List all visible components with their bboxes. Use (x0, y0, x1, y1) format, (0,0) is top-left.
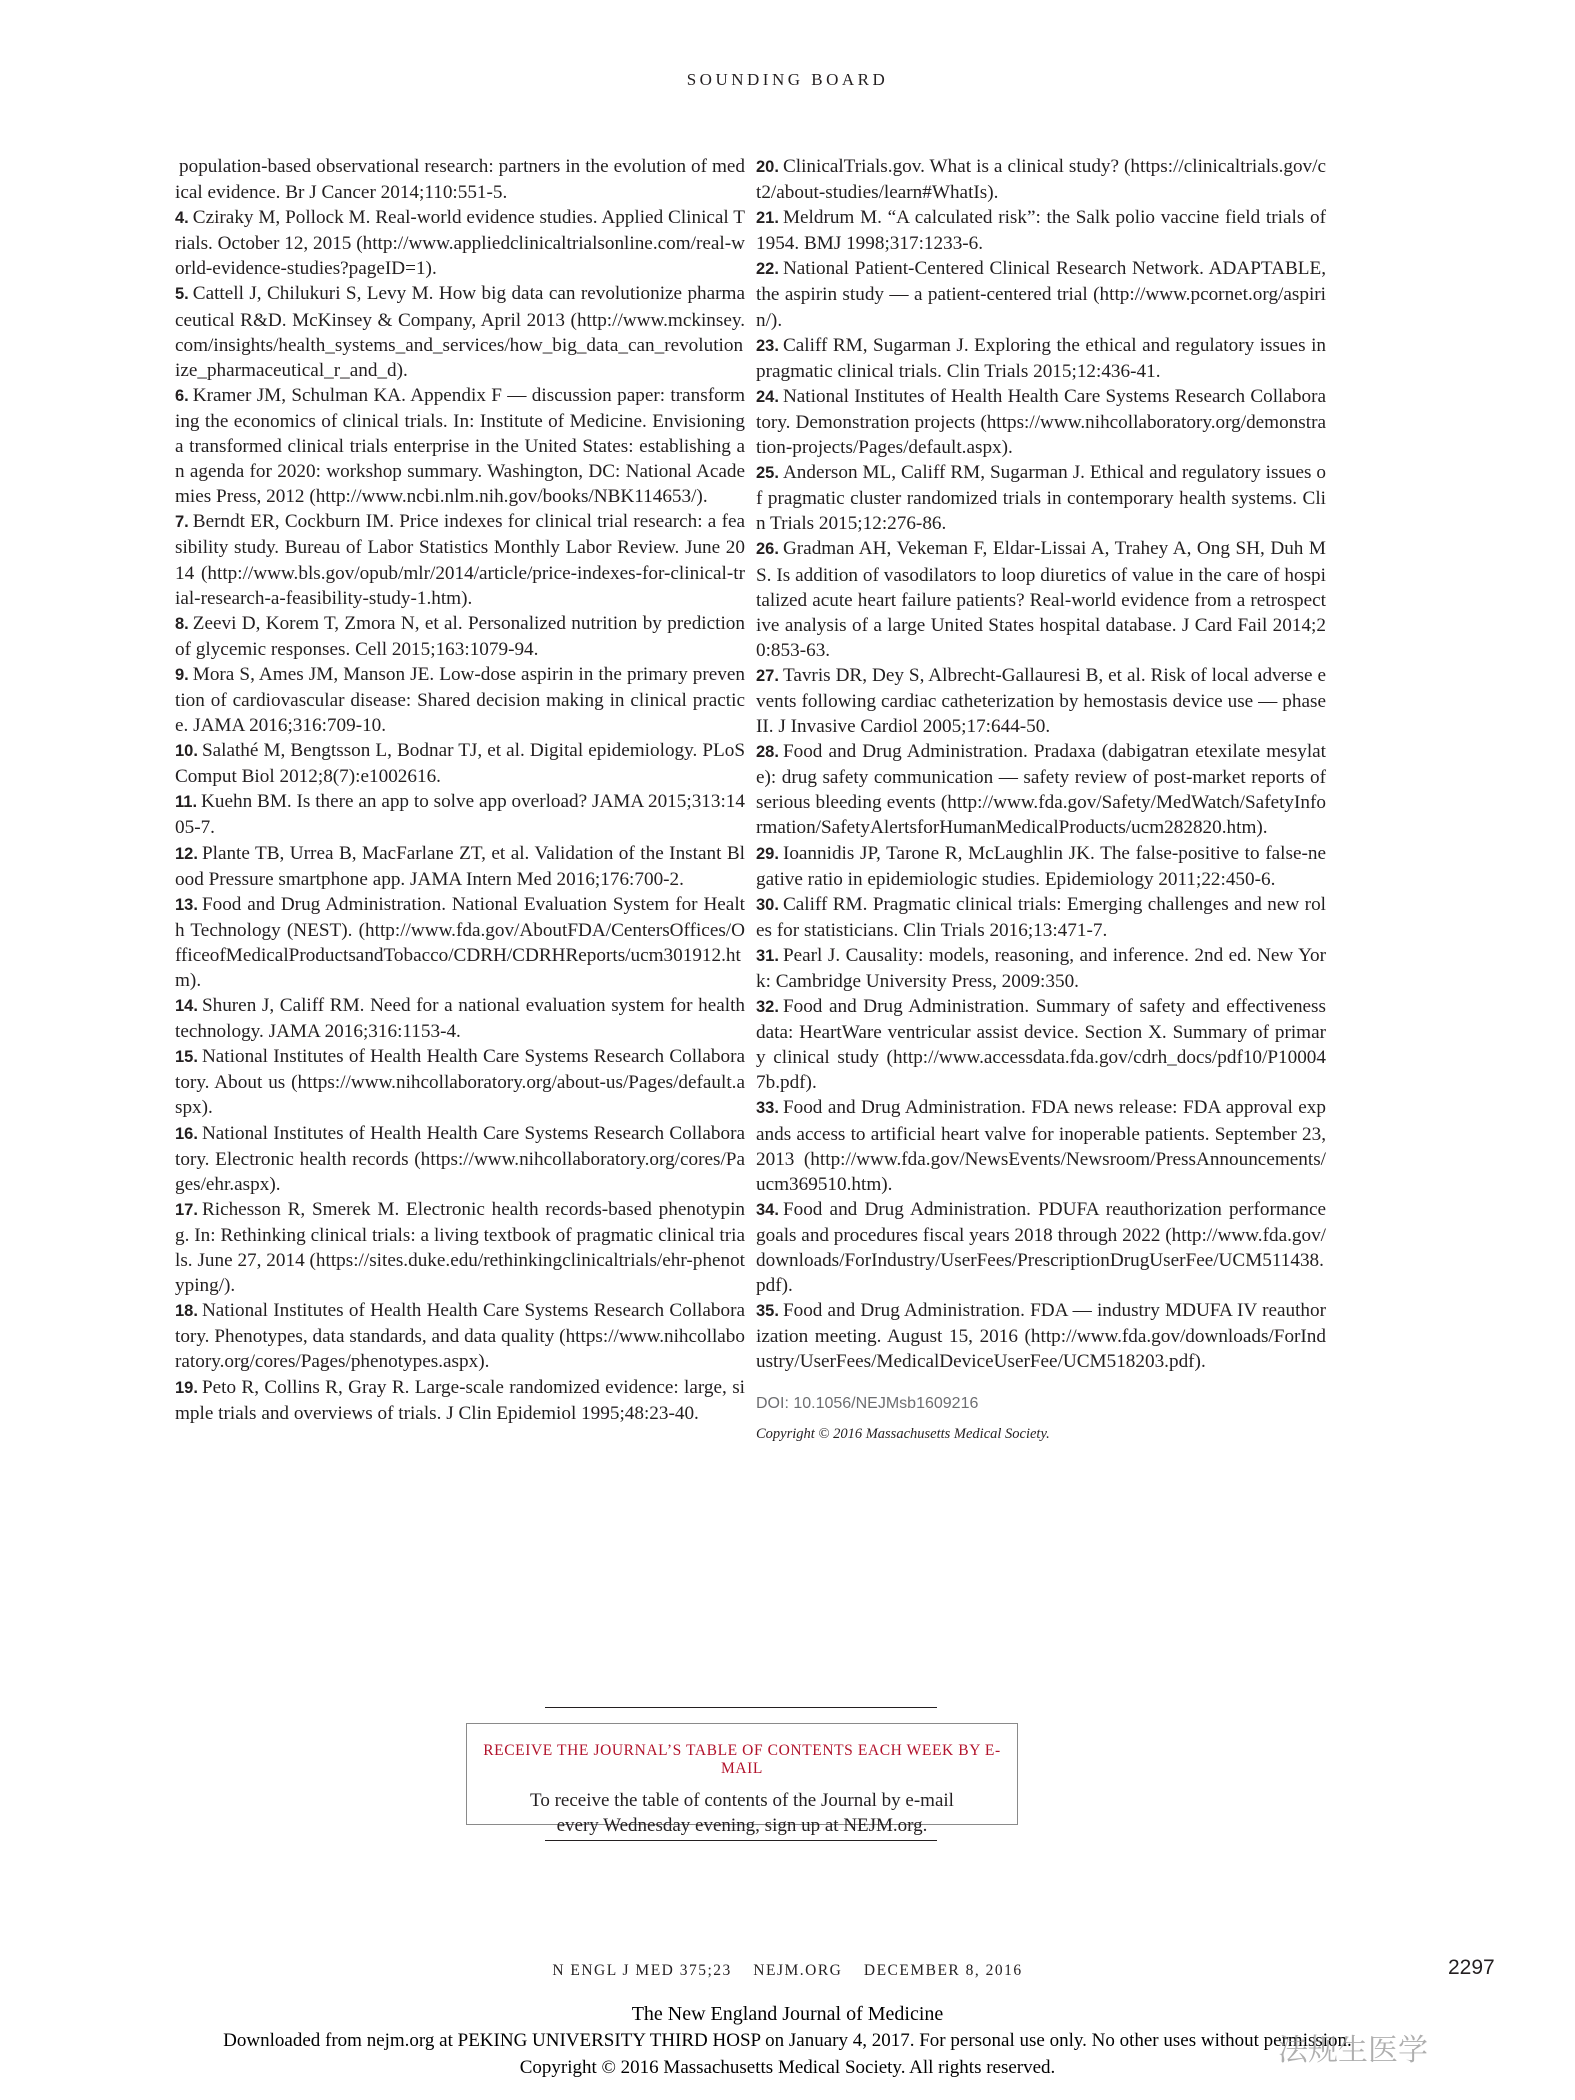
reference-number: 7. (175, 513, 189, 532)
reference-text: Richesson R, Smerek M. Electronic health records-based phenotyping. In: Rethinking clinical trials: a living textbook of pragmatic clinical trials. June 27, 2014 (https://sites.duke.edu/rethinkingclinicaltrials/ehr-phenotyping/). (175, 1198, 745, 1297)
reference-number: 6. (175, 386, 189, 405)
reference-number: 8. (175, 614, 189, 633)
promo-rule-top (545, 1707, 937, 1708)
reference-item (756, 841, 1326, 892)
journal-name: The New England Journal of Medicine (631, 2003, 944, 2025)
reference-item (756, 663, 1326, 739)
reference-text: Ioannidis JP, Tarone R, McLaughlin JK. The false-positive to false-negative ratio in epidemiologic studies. Epidemiology 2011;22:450-6. (756, 842, 1326, 890)
reference-text: Food and Drug Administration. FDA — industry MDUFA IV reauthorization meeting. August 15, 2016 (http://www.fda.gov/downloads/ForIndustry/UserFees/MedicalDeviceUserFee/UCM518203.pdf). (756, 1300, 1326, 1373)
reference-number: 15. (175, 1048, 198, 1067)
reference-number: 12. (175, 844, 198, 863)
reference-text: Anderson ML, Califf RM, Sugarman J. Ethical and regulatory issues of pragmatic cluster randomized trials in contemporary health systems. Clin Trials 2015;12:276-86. (756, 462, 1326, 535)
reference-text: Mora S, Ames JM, Manson JE. Low-dose aspirin in the primary prevention of cardiovascular disease: Shared decision making in clinical practice. JAMA 2016;316:709-10. (175, 663, 745, 737)
reference-item (175, 1375, 745, 1426)
reference-item (175, 1121, 745, 1197)
reference-number: 23. (756, 336, 779, 355)
reference-number: 16. (175, 1124, 198, 1143)
reference-number: 17. (175, 1200, 198, 1219)
doi-line: DOI: 10.1056/NEJMsb1609216 (756, 1394, 979, 1412)
reference-item (756, 460, 1326, 536)
page-number: 2297 (1448, 1956, 1495, 1979)
reference-text: National Institutes of Health Health Care Systems Research Collaboratory. Demonstration projects (https://www.nihcollaboratory.org/demonstration-projects/Pages/default.aspx). (756, 385, 1326, 459)
reference-text: Food and Drug Administration. National Evaluation System for Health Technology (NEST). (http://www.fda.gov/AboutFDA/CentersOffices/OfficeofMedicalProductsandTobacco/CDRH/CDRHReports/ucm301912.htm). (175, 893, 745, 991)
reference-item (175, 1298, 745, 1374)
reference-number: 5. (175, 285, 189, 304)
reference-number: 34. (756, 1200, 779, 1219)
reference-number: 10. (175, 742, 198, 761)
reference-item (175, 383, 745, 509)
reference-item (175, 154, 745, 205)
reference-text: Califf RM. Pragmatic clinical trials: Emerging challenges and new roles for statisticians. Clin Trials 2016;13:471-7. (756, 893, 1326, 941)
reference-item (756, 205, 1326, 256)
reference-text: Food and Drug Administration. FDA news release: FDA approval expands access to artificial heart valve for inoperable patients. September 23, 2013 (http://www.fda.gov/NewsEvents/Newsroom/PressAnnouncements/ucm369510.htm). (756, 1097, 1326, 1195)
reference-item (175, 892, 745, 993)
reference-text: National Institutes of Health Health Care Systems Research Collaboratory. Phenotypes, data standards, and data quality (https://www.nihcollaboratory.org/cores/Pages/phenotypes.aspx). (175, 1300, 745, 1373)
reference-text: Peto R, Collins R, Gray R. Large-scale randomized evidence: large, simple trials and overviews of trials. J Clin Epidemiol 1995;48:23-40. (175, 1376, 745, 1424)
reference-number: 31. (756, 946, 779, 965)
reference-text: Berndt ER, Cockburn IM. Price indexes for clinical trial research: a feasibility study. Bureau of Labor Statistics Monthly Labor Review. June 2014 (http://www.bls.gov/opub/mlr/2014/article/price-indexes-for-clinical-trial-research-a-feasibility-study-1.htm). (175, 511, 745, 609)
reference-number: 33. (756, 1099, 779, 1118)
reference-text: Salathé M, Bengtsson L, Bodnar TJ, et al. Digital epidemiology. PLoS Comput Biol 2012;8(7):e1002616. (175, 740, 745, 788)
reference-text: population-based observational research: partners in the evolution of medical evidence. Br J Cancer 2014;110:551-5. (175, 156, 745, 204)
reference-text: National Institutes of Health Health Care Systems Research Collaboratory. About us (https://www.nihcollaboratory.org/about-us/Pages/default.aspx). (175, 1046, 745, 1119)
reference-item (756, 154, 1326, 205)
reference-number: 13. (175, 895, 198, 914)
reference-number: 18. (175, 1302, 198, 1321)
reference-text: Gradman AH, Vekeman F, Eldar-Lissai A, Trahey A, Ong SH, Duh MS. Is addition of vasodilators to loop diuretics of value in the care of hospitalized acute heart failure patients? Real-world evidence from a retrospective analysis of a large United States hospital database. J Card Fail 2014;20:853-63. (756, 538, 1326, 661)
reference-item (175, 281, 745, 382)
reference-item (175, 738, 745, 789)
reference-item (175, 509, 745, 610)
promo-body (467, 1788, 1017, 1838)
running-header: SOUNDING BOARD (686, 70, 889, 89)
reference-number: 14. (175, 997, 198, 1016)
reference-text: National Institutes of Health Health Care Systems Research Collaboratory. Electronic health records (https://www.nihcollaboratory.org/cores/Pages/ehr.aspx). (175, 1122, 745, 1195)
reference-text: ClinicalTrials.gov. What is a clinical study? (https://clinicaltrials.gov/ct2/about-studies/learn#WhatIs). (756, 156, 1326, 204)
reference-text: Shuren J, Califf RM. Need for a national evaluation system for health technology. JAMA 2016;316:1153-4. (175, 995, 745, 1043)
references-left-column (175, 154, 745, 1426)
reference-number: 25. (756, 464, 779, 483)
reference-text: Pearl J. Causality: models, reasoning, and inference. 2nd ed. New York: Cambridge University Press, 2009:350. (756, 944, 1326, 992)
reference-number: 29. (756, 844, 779, 863)
reference-text: Zeevi D, Korem T, Zmora N, et al. Personalized nutrition by prediction of glycemic responses. Cell 2015;163:1079-94. (175, 612, 745, 660)
reference-number: 35. (756, 1302, 779, 1321)
reference-number: 20. (756, 158, 779, 176)
reference-number: 21. (756, 209, 779, 228)
reference-item (756, 994, 1326, 1095)
reference-item (756, 1095, 1326, 1196)
reference-item (175, 789, 745, 840)
reference-number: 22. (756, 260, 779, 279)
reference-number: 9. (175, 665, 189, 684)
reference-item (756, 943, 1326, 994)
reference-item (175, 662, 745, 738)
reference-item (756, 384, 1326, 460)
rights-notice: Copyright © 2016 Massachusetts Medical Society. All rights reserved. (519, 2057, 1056, 2078)
promo-rule-bottom (545, 1840, 937, 1841)
reference-item (175, 841, 745, 892)
download-notice: Downloaded from nejm.org at PEKING UNIVERSITY THIRD HOSP on January 4, 2017. For personal use only. No other uses without permission. (223, 2030, 1352, 2051)
reference-text: Cattell J, Chilukuri S, Levy M. How big data can revolutionize pharmaceutical R&D. McKinsey & Company, April 2013 (http://www.mckinsey.com/insights/health_systems_and_services/how_big_data_can_revolutionize_pharmaceutical_r_and_d). (175, 283, 745, 381)
watermark-text: 法规生医学 (1278, 2033, 1428, 2068)
reference-text: Califf RM, Sugarman J. Exploring the ethical and regulatory issues in pragmatic clinical trials. Clin Trials 2015;12:436-41. (756, 334, 1326, 382)
reference-text: Plante TB, Urrea B, MacFarlane ZT, et al. Validation of the Instant Blood Pressure smartphone app. JAMA Intern Med 2016;176:700-2. (175, 842, 745, 890)
promo-body-line: To receive the table of contents of the Journal by e-mail (530, 1790, 954, 1811)
reference-number: 30. (756, 895, 779, 914)
reference-text: Kuehn BM. Is there an app to solve app overload? JAMA 2015;313:1405-7. (175, 791, 745, 839)
reference-item (756, 1197, 1326, 1298)
reference-text: Food and Drug Administration. PDUFA reauthorization performance goals and procedures fiscal years 2018 through 2022 (http://www.fda.gov/downloads/ForIndustry/UserFees/PrescriptionDrugUserFee/UCM511438.pdf). (756, 1198, 1326, 1297)
toc-email-promo (466, 1723, 1018, 1836)
reference-item (756, 536, 1326, 662)
reference-item (175, 993, 745, 1044)
reference-item (756, 256, 1326, 332)
reference-number: 4. (175, 209, 189, 228)
reference-text: Food and Drug Administration. Pradaxa (dabigatran etexilate mesylate): drug safety communication — safety review of post-market reports of serious bleeding events (http://www.fda.gov/Safety/MedWatch/SafetyInformation/SafetyAlertsforHumanMedicalProducts/ucm282820.htm). (756, 741, 1326, 839)
reference-number: 11. (175, 793, 198, 812)
reference-text: Cziraky M, Pollock M. Real-world evidence studies. Applied Clinical Trials. October 12, 2015 (http://www.appliedclinicaltrialsonline.com/real-world-evidence-studies?pageID=1). (175, 207, 745, 280)
reference-item (756, 739, 1326, 840)
reference-number: 26. (756, 540, 779, 559)
journal-citation-footer: N ENGL J MED 375;23 NEJM.ORG DECEMBER 8, 2016 (552, 1962, 1023, 1979)
reference-number: 28. (756, 743, 779, 762)
reference-item (175, 1044, 745, 1120)
reference-item (175, 205, 745, 281)
reference-text: Tavris DR, Dey S, Albrecht-Gallauresi B, et al. Risk of local adverse events following cardiac catheterization by hemostasis device use — phase II. J Invasive Cardiol 2005;17:644-50. (756, 664, 1326, 738)
reference-item (175, 1197, 745, 1298)
article-copyright: Copyright © 2016 Massachusetts Medical Society. (756, 1425, 1050, 1442)
reference-number: 32. (756, 998, 779, 1017)
references-right-column (756, 154, 1326, 1447)
reference-item (175, 611, 745, 662)
reference-text: Meldrum M. “A calculated risk”: the Salk polio vaccine field trials of 1954. BMJ 1998;317:1233-6. (756, 207, 1326, 255)
reference-text: Food and Drug Administration. Summary of safety and effectiveness data: HeartWare ventricular assist device. Section X. Summary of primary clinical study (http://www.accessdata.fda.gov/cdrh_docs/pdf10/P100047b.pdf). (756, 996, 1326, 1094)
reference-number: 19. (175, 1378, 198, 1397)
reference-number: 24. (756, 387, 779, 406)
reference-item (756, 333, 1326, 384)
reference-number: 27. (756, 666, 779, 685)
reference-item (756, 1298, 1326, 1374)
reference-text: Kramer JM, Schulman KA. Appendix F — discussion paper: transforming the economics of clinical trials. In: Institute of Medicine. Envisioning a transformed clinical trials enterprise in the United States: establishing an agenda for 2020: workshop summary. Washington, DC: National Academies Press, 2012 (http://www.ncbi.nlm.nih.gov/books/NBK114653/). (175, 384, 745, 508)
reference-text: National Patient-Centered Clinical Research Network. ADAPTABLE, the aspirin study — a patient-centered trial (http://www.pcornet.org/aspirin/). (756, 258, 1326, 331)
promo-body-line: every Wednesday evening, sign up at NEJM.org. (556, 1815, 928, 1836)
promo-title: RECEIVE THE JOURNAL’S TABLE OF CONTENTS EACH WEEK BY E-MAIL (483, 1742, 1001, 1777)
reference-item (756, 892, 1326, 943)
